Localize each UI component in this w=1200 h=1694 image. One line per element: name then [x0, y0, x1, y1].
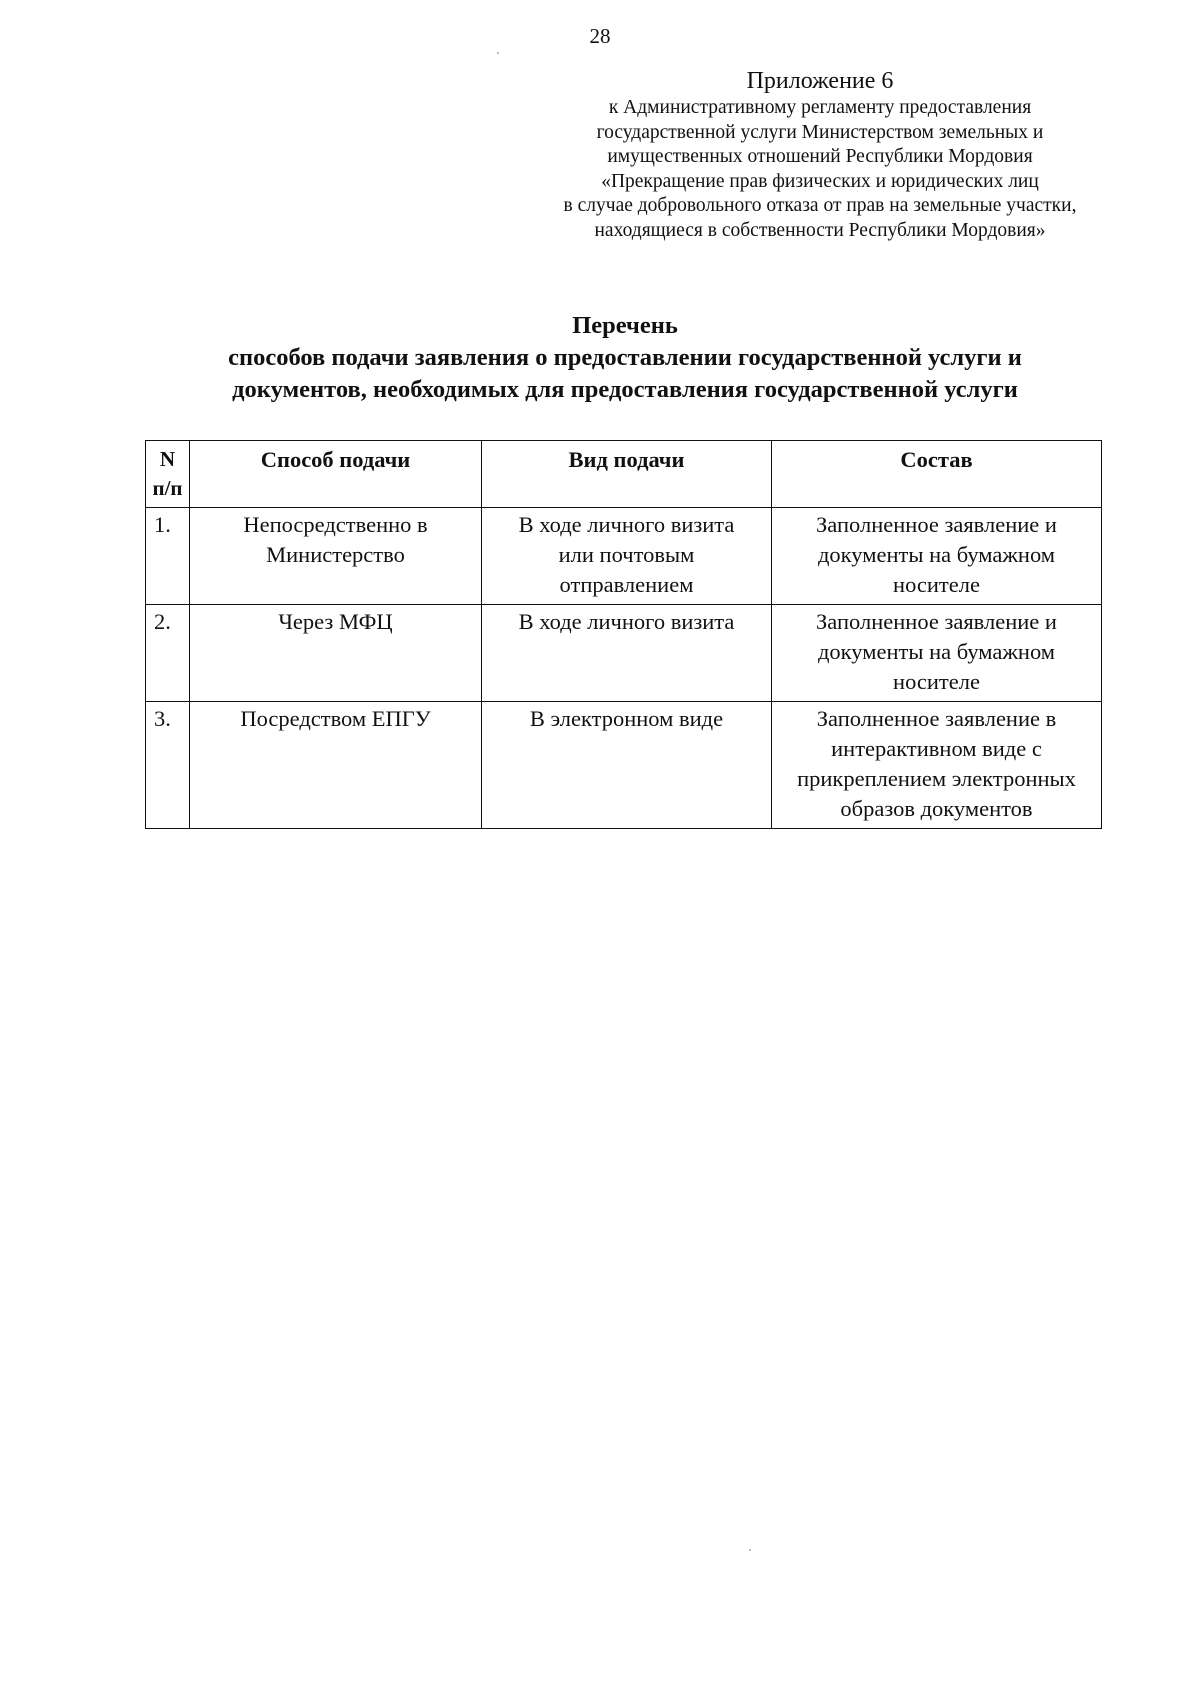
table-row [146, 508, 1102, 605]
heading-subtitle-line: способов подачи заявления о предоставлении государственной услуги и [228, 344, 1022, 371]
cell-line: Через МФЦ [278, 609, 393, 634]
appendix-title: Приложение 6 [746, 68, 894, 94]
header-contents: Состав [772, 441, 1102, 508]
cell-line: В ходе личного визита [518, 609, 735, 634]
appendix-line: находящиеся в собственности Республики Мордовия» [594, 219, 1046, 241]
scan-speck [749, 1549, 751, 1551]
header-type: Вид подачи [482, 441, 772, 508]
cell-line: носителе [893, 669, 980, 694]
row-type [482, 605, 772, 702]
row-method [190, 702, 482, 829]
cell-line: Непосредственно в [243, 512, 428, 537]
document-heading [130, 310, 1120, 406]
header-number-line: N [159, 447, 176, 471]
row-number: 2. [146, 605, 190, 702]
submission-methods-table [145, 440, 1102, 829]
table-row [146, 702, 1102, 829]
cell-line: или почтовым [558, 542, 695, 567]
cell-line: Министерство [266, 542, 405, 567]
cell-line: Посредством ЕПГУ [240, 706, 431, 731]
cell-line: В ходе личного визита [518, 512, 735, 537]
cell-line: Заполненное заявление в [816, 706, 1057, 731]
header-number-line: п/п [152, 476, 183, 500]
appendix-line: имущественных отношений Республики Мордовия [607, 146, 1033, 168]
cell-line: В электронном виде [529, 706, 724, 731]
heading-title: Перечень [572, 312, 678, 339]
cell-line: образов документов [840, 796, 1033, 821]
table-header-row [146, 441, 1102, 508]
header-number [146, 441, 190, 508]
cell-line: Заполненное заявление и [816, 609, 1057, 634]
cell-line: прикреплением электронных [797, 766, 1076, 791]
page-number: 28 [589, 24, 611, 48]
appendix-block [520, 66, 1120, 244]
cell-line: носителе [893, 572, 980, 597]
row-method [190, 605, 482, 702]
row-number: 3. [146, 702, 190, 829]
cell-line: Заполненное заявление и [816, 512, 1057, 537]
row-contents [772, 702, 1102, 829]
appendix-line: государственной услуги Министерством земельных и [596, 121, 1044, 143]
heading-subtitle-line: документов, необходимых для предоставления государственной услуги [232, 376, 1018, 403]
appendix-line: к Административному регламенту предоставления [608, 97, 1032, 118]
row-type [482, 508, 772, 605]
scan-speck [497, 52, 499, 54]
row-contents [772, 508, 1102, 605]
appendix-line: в случае добровольного отказа от прав на земельные участки, [563, 195, 1077, 217]
cell-line: документы на бумажном [817, 639, 1056, 664]
cell-line: интерактивном виде с [831, 736, 1042, 761]
row-method [190, 508, 482, 605]
appendix-line: «Прекращение прав физических и юридических лиц [601, 170, 1039, 192]
row-contents [772, 605, 1102, 702]
table-row [146, 605, 1102, 702]
cell-line: документы на бумажном [817, 542, 1056, 567]
row-type [482, 702, 772, 829]
cell-line: отправлением [559, 572, 694, 597]
row-number: 1. [146, 508, 190, 605]
header-method: Способ подачи [190, 441, 482, 508]
